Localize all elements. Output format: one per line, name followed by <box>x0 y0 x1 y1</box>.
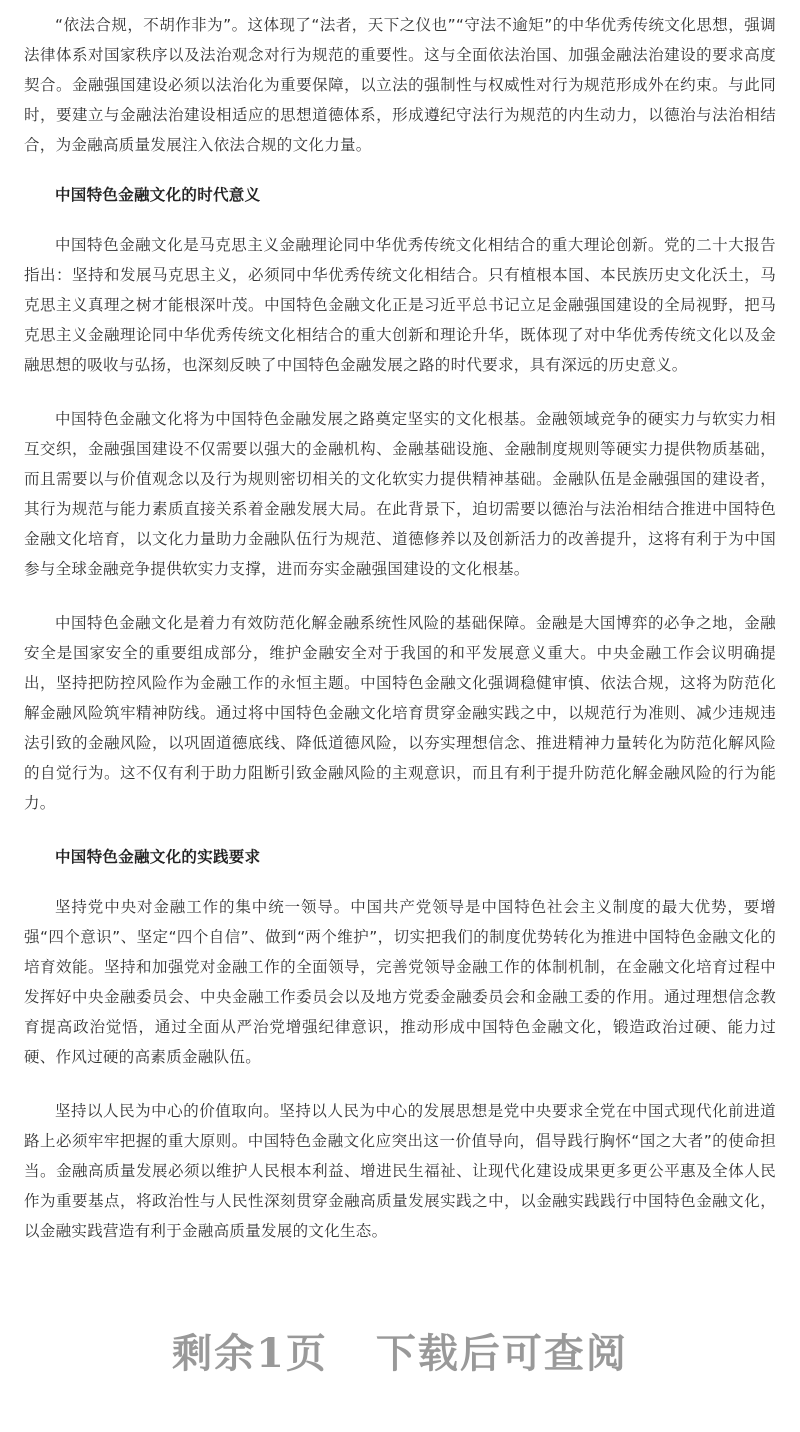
paragraph-rule-of-law: “依法合规，不胡作非为”。这体现了“法者，天下之仪也”“守法不逾矩”的中华优秀传统文化思想，强调法律体系对国家秩序以及法治观念对行为规范的重要性。这与全面依法治国、加强金融法治建设的要求高度契合。金融强国建设必须以法治化为重要保障，以立法的强制性与权威性对行为规范形成外在约束。与此同时，要建立与金融法治建设相适应的思想道德体系，形成遵纪守法行为规范的内生动力，以德治与法治相结合，为金融高质量发展注入依法合规的文化力量。 <box>24 16 776 154</box>
paragraph-theory-innovation: 中国特色金融文化是马克思主义金融理论同中华优秀传统文化相结合的重大理论创新。党的二十大报告指出：坚持和发展马克思主义，必须同中华优秀传统文化相结合。只有植根本国、本民族历史文化沃土，马克思主义真理之树才能根深叶茂。中国特色金融文化正是习近平总书记立足金融强国建设的全局视野，把马克思主义金融理论同中华优秀传统文化相结合的重大创新和理论升华，既体现了对中华优秀传统文化以及金融思想的吸收与弘扬，也深刻反映了中国特色金融发展之路的时代要求，具有深远的历史意义。 <box>24 236 776 374</box>
paragraph-people-centered: 坚持以人民为中心的价值取向。坚持以人民为中心的发展思想是党中央要求全党在中国式现代化前进道路上必须牢牢把握的重大原则。中国特色金融文化应突出这一价值导向，倡导践行胸怀“国之大者”的使命担当。金融高质量发展必须以维护人民根本利益、增进民生福祉、让现代化建设成果更多更公平惠及全体人民作为重要基点，将政治性与人民性深刻贯穿金融高质量发展实践之中，以金融实践践行中国特色金融文化，以金融实践营造有利于金融高质量发展的文化生态。 <box>24 1102 776 1240</box>
article-body <box>24 10 776 1246</box>
paragraph-risk-prevention: 中国特色金融文化是着力有效防范化解金融系统性风险的基础保障。金融是大国博弈的必争之地，金融安全是国家安全的重要组成部分，维护金融安全对于我国的和平发展意义重大。中央金融工作会议明确提出，坚持把防控风险作为金融工作的永恒主题。中国特色金融文化强调稳健审慎、依法合规，这将为防范化解金融风险筑牢精神防线。通过将中国特色金融文化培育贯穿金融实践之中，以规范行为准则、减少违规违法引致的金融风险，以巩固道德底线、降低道德风险，以夯实理想信念、推进精神力量转化为防范化解风险的自觉行为。这不仅有利于助力阻断引致金融风险的主观意识，而且有利于提升防范化解金融风险的行为能力。 <box>24 614 776 812</box>
paragraph-cultural-foundation: 中国特色金融文化将为中国特色金融发展之路奠定坚实的文化根基。金融领域竞争的硬实力与软实力相互交织，金融强国建设不仅需要以强大的金融机构、金融基础设施、金融制度规则等硬实力提供物质基础，而且需要以与价值观念以及行为规则密切相关的文化软实力提供精神基础。金融队伍是金融强国的建设者，其行为规范与能力素质直接关系着金融发展大局。在此背景下，迫切需要以德治与法治相结合推进中国特色金融文化培育，以文化力量助力金融队伍行为规范、道德修养以及创新活力的改善提升，这将有利于为中国参与全球金融竞争提供软实力支撑，进而夯实金融强国建设的文化根基。 <box>24 410 776 578</box>
paragraph-party-leadership: 坚持党中央对金融工作的集中统一领导。中国共产党领导是中国特色社会主义制度的最大优势，要增强“四个意识”、坚定“四个自信”、做到“两个维护”，切实把我们的制度优势转化为推进中国特色金融文化的培育效能。坚持和加强党对金融工作的全面领导，完善党领导金融工作的体制机制，在金融文化培育过程中发挥好中央金融委员会、中央金融工作委员会以及地方党委金融委员会和金融工委的作用。通过理想信念教育提高政治觉悟，通过全面从严治党增强纪律意识，推动形成中国特色金融文化，锻造政治过硬、能力过硬、作风过硬的高素质金融队伍。 <box>24 898 776 1066</box>
section-heading-era-significance: 中国特色金融文化的时代意义 <box>55 186 261 204</box>
download-to-view-label: 下载后可查阅 <box>375 1330 628 1377</box>
remaining-pages-label: 剩余1页 <box>172 1330 328 1377</box>
download-prompt[interactable] <box>0 1326 800 1382</box>
section-heading-practice-requirements: 中国特色金融文化的实践要求 <box>55 848 261 866</box>
